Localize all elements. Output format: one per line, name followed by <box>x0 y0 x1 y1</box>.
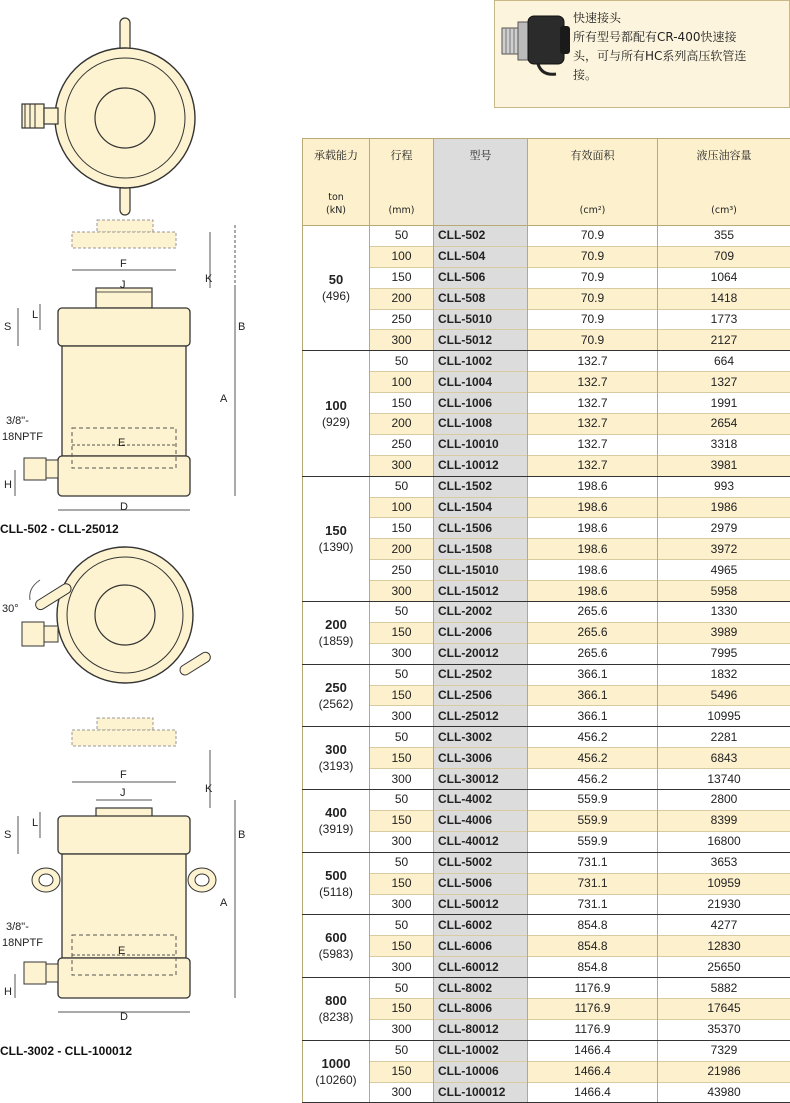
table-row <box>303 978 790 999</box>
area-cell: 70.9 <box>528 267 658 288</box>
oil-cell: 13740 <box>658 769 790 790</box>
model-cell: CLL-5002 <box>434 852 528 873</box>
oil-cell: 1064 <box>658 267 790 288</box>
coupler-line-1: 所有型号都配有CR-400快速接 <box>573 28 781 47</box>
port-label-line1: 3/8"- <box>6 415 29 427</box>
table-row <box>303 309 790 330</box>
area-cell: 1466.4 <box>528 1082 658 1103</box>
model-cell: CLL-2006 <box>434 622 528 643</box>
oil-cell: 43980 <box>658 1082 790 1103</box>
model-cell: CLL-1504 <box>434 497 528 518</box>
oil-cell: 1986 <box>658 497 790 518</box>
port-label-2-line2: 18NPTF <box>2 937 43 949</box>
stroke-cell: 250 <box>370 560 434 581</box>
area-cell: 1176.9 <box>528 978 658 999</box>
area-cell: 366.1 <box>528 706 658 727</box>
area-cell: 559.9 <box>528 831 658 852</box>
saddle-1 <box>72 220 176 248</box>
stroke-cell: 150 <box>370 936 434 957</box>
table-row <box>303 810 790 831</box>
stroke-cell: 150 <box>370 622 434 643</box>
dim-l-2: L <box>32 817 38 829</box>
area-cell: 198.6 <box>528 518 658 539</box>
table-row <box>303 1082 790 1103</box>
table-row <box>303 476 790 497</box>
model-cell: CLL-1002 <box>434 351 528 372</box>
capacity-kn: (8238) <box>303 1009 369 1026</box>
model-cell: CLL-5010 <box>434 309 528 330</box>
model-cell: CLL-5006 <box>434 873 528 894</box>
stroke-cell: 150 <box>370 998 434 1019</box>
table-row <box>303 434 790 455</box>
oil-cell: 7995 <box>658 643 790 664</box>
header-kn: (kN) <box>326 205 346 216</box>
stroke-cell: 200 <box>370 539 434 560</box>
area-cell: 132.7 <box>528 434 658 455</box>
table-row <box>303 267 790 288</box>
table-row <box>303 288 790 309</box>
oil-cell: 7329 <box>658 1040 790 1061</box>
spec-table-header <box>303 139 790 226</box>
area-cell: 559.9 <box>528 790 658 811</box>
oil-cell: 664 <box>658 351 790 372</box>
model-cell: CLL-10010 <box>434 434 528 455</box>
oil-cell: 10959 <box>658 873 790 894</box>
model-cell: CLL-15010 <box>434 560 528 581</box>
capacity-kn: (2562) <box>303 696 369 713</box>
capacity-kn: (3919) <box>303 821 369 838</box>
area-cell: 854.8 <box>528 957 658 978</box>
area-cell: 132.7 <box>528 372 658 393</box>
stroke-cell: 300 <box>370 581 434 602</box>
stroke-cell: 50 <box>370 790 434 811</box>
oil-cell: 12830 <box>658 936 790 957</box>
oil-cell: 25650 <box>658 957 790 978</box>
oil-cell: 4277 <box>658 915 790 936</box>
capacity-cell <box>303 602 370 665</box>
table-row <box>303 497 790 518</box>
capacity-ton: 250 <box>325 680 347 695</box>
area-cell: 456.2 <box>528 769 658 790</box>
dim-a-2: A <box>220 897 228 909</box>
stroke-cell: 150 <box>370 1061 434 1082</box>
stroke-cell: 150 <box>370 393 434 414</box>
port-label-2-line1: 3/8"- <box>6 921 29 933</box>
capacity-ton: 1000 <box>322 1056 351 1071</box>
area-cell: 366.1 <box>528 685 658 706</box>
capacity-ton: 150 <box>325 523 347 538</box>
diagram-caption-1: CLL-502 - CLL-25012 <box>0 522 119 536</box>
stroke-cell: 150 <box>370 810 434 831</box>
dim-s-2: S <box>4 829 11 841</box>
coupler-line-3: 接。 <box>573 66 781 85</box>
area-cell: 198.6 <box>528 476 658 497</box>
area-cell: 132.7 <box>528 414 658 435</box>
stroke-cell: 50 <box>370 226 434 247</box>
stroke-cell: 50 <box>370 852 434 873</box>
area-cell: 731.1 <box>528 852 658 873</box>
coupler-text <box>573 9 781 85</box>
oil-cell: 21986 <box>658 1061 790 1082</box>
dim-f-2: F <box>120 769 127 781</box>
dim-k-2: K <box>205 783 213 795</box>
capacity-cell <box>303 351 370 476</box>
model-cell: CLL-3002 <box>434 727 528 748</box>
capacity-cell <box>303 790 370 853</box>
oil-cell: 8399 <box>658 810 790 831</box>
area-cell: 854.8 <box>528 915 658 936</box>
capacity-kn: (3193) <box>303 758 369 775</box>
area-cell: 198.6 <box>528 560 658 581</box>
spec-table-body <box>303 226 790 1103</box>
stroke-cell: 100 <box>370 246 434 267</box>
header-area: 有效面积 (cm²) <box>528 139 658 226</box>
table-row <box>303 518 790 539</box>
stroke-cell: 300 <box>370 894 434 915</box>
capacity-kn: (5983) <box>303 946 369 963</box>
capacity-kn: (1859) <box>303 633 369 650</box>
spec-table <box>302 138 790 1103</box>
dim-k: K <box>205 273 213 285</box>
table-row <box>303 936 790 957</box>
port-label-line2: 18NPTF <box>2 431 43 443</box>
top-view-2 <box>2 547 212 683</box>
stroke-cell: 150 <box>370 748 434 769</box>
dim-j-2: J <box>120 787 126 799</box>
oil-cell: 5882 <box>658 978 790 999</box>
dim-d: D <box>120 501 128 513</box>
dim-s: S <box>4 321 11 333</box>
area-cell: 854.8 <box>528 936 658 957</box>
area-cell: 132.7 <box>528 455 658 476</box>
area-cell: 1176.9 <box>528 1019 658 1040</box>
area-cell: 456.2 <box>528 748 658 769</box>
oil-cell: 2979 <box>658 518 790 539</box>
area-cell: 132.7 <box>528 351 658 372</box>
dim-l: L <box>32 309 38 321</box>
capacity-cell <box>303 664 370 727</box>
oil-cell: 2127 <box>658 330 790 351</box>
model-cell: CLL-10006 <box>434 1061 528 1082</box>
coupler-title: 快速接头 <box>573 9 781 28</box>
oil-cell: 5496 <box>658 685 790 706</box>
oil-cell: 709 <box>658 246 790 267</box>
capacity-kn: (1390) <box>303 539 369 556</box>
stroke-cell: 50 <box>370 978 434 999</box>
stroke-cell: 300 <box>370 455 434 476</box>
model-cell: CLL-502 <box>434 226 528 247</box>
oil-cell: 6843 <box>658 748 790 769</box>
capacity-ton: 200 <box>325 617 347 632</box>
model-cell: CLL-4006 <box>434 810 528 831</box>
top-view-1 <box>22 18 195 215</box>
table-row <box>303 330 790 351</box>
table-row <box>303 372 790 393</box>
table-row <box>303 226 790 247</box>
stroke-cell: 50 <box>370 602 434 623</box>
stroke-cell: 100 <box>370 372 434 393</box>
coupler-note <box>494 0 790 108</box>
area-cell: 366.1 <box>528 664 658 685</box>
model-cell: CLL-10002 <box>434 1040 528 1061</box>
header-capacity: 承载能力 ton (kN) <box>303 139 370 226</box>
table-row <box>303 1061 790 1082</box>
capacity-cell <box>303 852 370 915</box>
model-cell: CLL-2002 <box>434 602 528 623</box>
dim-b: B <box>238 321 245 333</box>
table-row <box>303 706 790 727</box>
stroke-cell: 50 <box>370 915 434 936</box>
area-cell: 265.6 <box>528 602 658 623</box>
table-row <box>303 643 790 664</box>
table-row <box>303 790 790 811</box>
model-cell: CLL-40012 <box>434 831 528 852</box>
header-oil: 液压油容量 (cm³) <box>658 139 790 226</box>
stroke-cell: 300 <box>370 769 434 790</box>
oil-cell: 16800 <box>658 831 790 852</box>
table-row <box>303 1040 790 1061</box>
dim-a: A <box>220 393 228 405</box>
stroke-cell: 150 <box>370 685 434 706</box>
model-cell: CLL-6002 <box>434 915 528 936</box>
table-row <box>303 998 790 1019</box>
saddle-2 <box>72 718 176 746</box>
table-row <box>303 351 790 372</box>
area-cell: 198.6 <box>528 539 658 560</box>
oil-cell: 21930 <box>658 894 790 915</box>
dim-b-2: B <box>238 829 245 841</box>
oil-cell: 35370 <box>658 1019 790 1040</box>
area-cell: 70.9 <box>528 246 658 267</box>
capacity-ton: 500 <box>325 868 347 883</box>
dim-d-2: D <box>120 1011 128 1023</box>
area-cell: 265.6 <box>528 643 658 664</box>
stroke-cell: 300 <box>370 706 434 727</box>
capacity-cell <box>303 476 370 601</box>
area-cell: 456.2 <box>528 727 658 748</box>
oil-cell: 17645 <box>658 998 790 1019</box>
stroke-cell: 300 <box>370 1019 434 1040</box>
model-cell: CLL-20012 <box>434 643 528 664</box>
area-cell: 731.1 <box>528 894 658 915</box>
table-row <box>303 831 790 852</box>
stroke-cell: 150 <box>370 267 434 288</box>
model-cell: CLL-1006 <box>434 393 528 414</box>
table-row <box>303 414 790 435</box>
table-row <box>303 560 790 581</box>
stroke-cell: 150 <box>370 873 434 894</box>
dim-e-2: E <box>118 945 125 957</box>
dim-j: J <box>120 279 126 291</box>
capacity-cell <box>303 1040 370 1103</box>
model-cell: CLL-1508 <box>434 539 528 560</box>
oil-cell: 993 <box>658 476 790 497</box>
header-model: 型号 <box>434 139 528 226</box>
area-cell: 559.9 <box>528 810 658 831</box>
model-cell: CLL-504 <box>434 246 528 267</box>
oil-cell: 1832 <box>658 664 790 685</box>
model-cell: CLL-3006 <box>434 748 528 769</box>
stroke-cell: 250 <box>370 309 434 330</box>
model-cell: CLL-100012 <box>434 1082 528 1103</box>
table-row <box>303 915 790 936</box>
model-cell: CLL-80012 <box>434 1019 528 1040</box>
capacity-ton: 300 <box>325 742 347 757</box>
model-cell: CLL-1008 <box>434 414 528 435</box>
capacity-kn: (496) <box>303 288 369 305</box>
dim-h-2: H <box>4 986 12 998</box>
area-cell: 1466.4 <box>528 1040 658 1061</box>
stroke-cell: 200 <box>370 288 434 309</box>
area-cell: 731.1 <box>528 873 658 894</box>
oil-cell: 1327 <box>658 372 790 393</box>
model-cell: CLL-25012 <box>434 706 528 727</box>
dim-e: E <box>118 437 125 449</box>
oil-cell: 3972 <box>658 539 790 560</box>
capacity-ton: 400 <box>325 805 347 820</box>
table-row <box>303 873 790 894</box>
oil-cell: 1418 <box>658 288 790 309</box>
stroke-cell: 300 <box>370 330 434 351</box>
oil-cell: 3981 <box>658 455 790 476</box>
capacity-ton: 50 <box>329 272 343 287</box>
quick-coupler-icon <box>498 4 576 82</box>
model-cell: CLL-60012 <box>434 957 528 978</box>
coupler-line-2: 头，可与所有HC系列高压软管连 <box>573 47 781 66</box>
table-row <box>303 1019 790 1040</box>
oil-cell: 2654 <box>658 414 790 435</box>
table-row <box>303 581 790 602</box>
model-cell: CLL-30012 <box>434 769 528 790</box>
model-cell: CLL-2506 <box>434 685 528 706</box>
table-row <box>303 246 790 267</box>
stroke-cell: 300 <box>370 643 434 664</box>
oil-cell: 2800 <box>658 790 790 811</box>
capacity-ton: 600 <box>325 930 347 945</box>
table-row <box>303 769 790 790</box>
angle-label: 30° <box>2 603 19 615</box>
table-row <box>303 727 790 748</box>
stroke-cell: 250 <box>370 434 434 455</box>
model-cell: CLL-10012 <box>434 455 528 476</box>
stroke-cell: 50 <box>370 1040 434 1061</box>
dim-h: H <box>4 479 12 491</box>
capacity-kn: (5118) <box>303 884 369 901</box>
oil-cell: 3318 <box>658 434 790 455</box>
table-row <box>303 748 790 769</box>
table-row <box>303 622 790 643</box>
table-row <box>303 455 790 476</box>
model-cell: CLL-508 <box>434 288 528 309</box>
stroke-cell: 300 <box>370 831 434 852</box>
stroke-cell: 50 <box>370 727 434 748</box>
area-cell: 1176.9 <box>528 998 658 1019</box>
oil-cell: 355 <box>658 226 790 247</box>
area-cell: 70.9 <box>528 330 658 351</box>
model-cell: CLL-1502 <box>434 476 528 497</box>
capacity-kn: (10260) <box>303 1072 369 1089</box>
dim-f: F <box>120 258 127 270</box>
model-cell: CLL-5012 <box>434 330 528 351</box>
capacity-cell <box>303 226 370 351</box>
model-cell: CLL-8006 <box>434 998 528 1019</box>
capacity-ton: 800 <box>325 993 347 1008</box>
area-cell: 198.6 <box>528 497 658 518</box>
stroke-cell: 50 <box>370 351 434 372</box>
stroke-cell: 300 <box>370 1082 434 1103</box>
model-cell: CLL-6006 <box>434 936 528 957</box>
table-row <box>303 894 790 915</box>
model-cell: CLL-1506 <box>434 518 528 539</box>
capacity-ton: 100 <box>325 398 347 413</box>
capacity-kn: (929) <box>303 414 369 431</box>
area-cell: 70.9 <box>528 288 658 309</box>
model-cell: CLL-506 <box>434 267 528 288</box>
oil-cell: 5958 <box>658 581 790 602</box>
area-cell: 198.6 <box>528 581 658 602</box>
oil-cell: 3989 <box>658 622 790 643</box>
capacity-cell <box>303 978 370 1041</box>
table-row <box>303 602 790 623</box>
model-cell: CLL-4002 <box>434 790 528 811</box>
oil-cell: 1773 <box>658 309 790 330</box>
header-stroke: 行程 (mm) <box>370 139 434 226</box>
stroke-cell: 50 <box>370 664 434 685</box>
table-row <box>303 957 790 978</box>
cylinder-drawings-svg <box>0 0 300 1059</box>
oil-cell: 10995 <box>658 706 790 727</box>
oil-cell: 3653 <box>658 852 790 873</box>
model-cell: CLL-1004 <box>434 372 528 393</box>
cylinder-drawings <box>0 0 300 1059</box>
table-row <box>303 664 790 685</box>
stroke-cell: 200 <box>370 414 434 435</box>
area-cell: 1466.4 <box>528 1061 658 1082</box>
model-cell: CLL-8002 <box>434 978 528 999</box>
header-capacity-sub <box>303 191 369 217</box>
area-cell: 132.7 <box>528 393 658 414</box>
header-ton: ton <box>328 192 344 203</box>
table-row <box>303 539 790 560</box>
table-row <box>303 393 790 414</box>
model-cell: CLL-15012 <box>434 581 528 602</box>
capacity-cell <box>303 727 370 790</box>
area-cell: 70.9 <box>528 309 658 330</box>
stroke-cell: 50 <box>370 476 434 497</box>
stroke-cell: 150 <box>370 518 434 539</box>
area-cell: 265.6 <box>528 622 658 643</box>
diagram-caption-2: CLL-3002 - CLL-100012 <box>0 1044 132 1058</box>
table-row <box>303 852 790 873</box>
model-cell: CLL-50012 <box>434 894 528 915</box>
model-cell: CLL-2502 <box>434 664 528 685</box>
oil-cell: 2281 <box>658 727 790 748</box>
oil-cell: 1330 <box>658 602 790 623</box>
stroke-cell: 300 <box>370 957 434 978</box>
table-row <box>303 685 790 706</box>
area-cell: 70.9 <box>528 226 658 247</box>
oil-cell: 1991 <box>658 393 790 414</box>
oil-cell: 4965 <box>658 560 790 581</box>
capacity-cell <box>303 915 370 978</box>
stroke-cell: 100 <box>370 497 434 518</box>
